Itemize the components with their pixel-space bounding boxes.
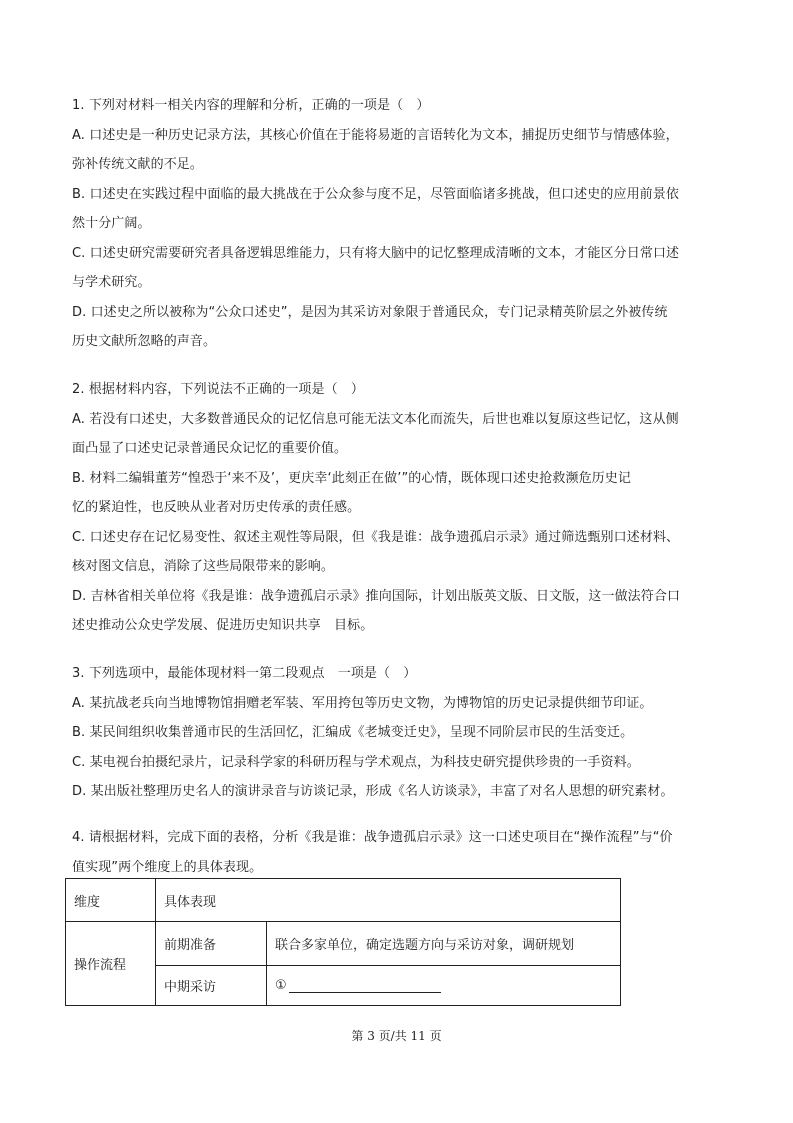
analysis-table <box>65 878 621 1006</box>
question-4-stem: 4. 请根据材料，完成下面的表格，分析《我是谁：战争遗孤启示录》这一口述史项目在“操作流程”与“价 <box>72 830 673 845</box>
question-2-option-C: C. 口述史存在记忆易变性、叙述主观性等局限，但《我是谁：战争遗孤启示录》通过筛选甄别口述材料、 <box>72 529 680 545</box>
header-dimension: 维度 <box>66 879 156 922</box>
question-1-option-C: 与学术研究。 <box>72 275 151 290</box>
question-2-option-D: D. 吉林省相关单位将《我是谁：战争遗孤启示录》推向国际，计划出版英文版、日文版，这一做法符合口 <box>72 588 681 604</box>
question-3-option-D: D. 某出版社整理历史名人的演讲录音与访谈记录，形成《名人访谈录》，丰富了对名人思想的研究素材。 <box>72 784 674 799</box>
question-3-option-B: B. 某民间组织收集普通市民的生活回忆，汇编成《老城变迁史》，呈现不同阶层市民的生活变迁。 <box>72 725 634 740</box>
stage-interview: 中期采访 <box>156 966 267 1006</box>
question-4-stem: 值实现”两个维度上的具体表现。 <box>72 859 263 875</box>
answer-blank[interactable] <box>289 978 441 993</box>
answer-number: ① <box>275 978 287 993</box>
stage-preparation: 前期准备 <box>156 922 267 966</box>
question-1-option-D: 历史文献所忽略的声音。 <box>72 334 217 349</box>
question-2-stem: 2. 根据材料内容，下列说法不正确的一项是（ ） <box>72 382 364 397</box>
detail-preparation: 联合多家单位，确定选题方向与采访对象，调研规划 <box>267 922 621 966</box>
question-1-option-A: 弥补传统文献的不足。 <box>72 157 204 172</box>
page-footer: 第 3 页/共 11 页 <box>351 1029 442 1043</box>
detail-interview[interactable] <box>267 966 621 1006</box>
question-1-option-B: 然十分广阔。 <box>72 216 151 231</box>
header-detail: 具体表现 <box>156 879 621 922</box>
question-2-option-A: 面凸显了口述史记录普通民众记忆的重要价值。 <box>72 441 348 456</box>
question-1-option-A: A. 口述史是一种历史记录方法，其核心价值在于能将易逝的言语转化为文本，捕捉历史细节与情感体验， <box>72 127 679 143</box>
question-3-option-C: C. 某电视台拍摄纪录片，记录科学家的科研历程与学术观点，为科技史研究提供珍贵的一手资料。 <box>72 754 640 770</box>
question-3-stem: 3. 下列选项中，最能体现材料一第二段观点 一项是（ ） <box>72 666 417 681</box>
question-1-option-D: D. 口述史之所以被称为“公众口述史”，是因为其采访对象限于普通民众，专门记录精英阶层之外被传统 <box>72 304 668 320</box>
group-operation-flow: 操作流程 <box>66 922 156 1006</box>
question-2-option-C: 核对图文信息，消除了这些局限带来的影响。 <box>72 559 335 574</box>
question-2-option-B: B. 材料二编辑董芳“惶恐于‘来不及’，更庆幸‘此刻正在做’”的心情，既体现口述史抢救濒危历史记 <box>72 470 631 486</box>
question-3-option-A: A. 某抗战老兵向当地博物馆捐赠老军装、军用挎包等历史文物，为博物馆的历史记录提供细节印证。 <box>72 695 653 711</box>
question-2-option-D: 述史推动公众史学发展、促进历史知识共享 目标。 <box>72 618 374 633</box>
question-1-stem: 1. 下列对材料一相关内容的理解和分析，正确的一项是（ ） <box>72 98 430 113</box>
question-1-option-B: B. 口述史在实践过程中面临的最大挑战在于公众参与度不足，尽管面临诸多挑战，但口述史的应用前景依 <box>72 186 679 202</box>
question-2-option-B: 忆的紧迫性，也反映从业者对历史传承的责任感。 <box>72 500 361 515</box>
question-1-option-C: C. 口述史研究需要研究者具备逻辑思维能力，只有将大脑中的记忆整理成清晰的文本，才能区分日常口述 <box>72 245 680 261</box>
question-2-option-A: A. 若没有口述史，大多数普通民众的记忆信息可能无法文本化而流失，后世也难以复原这些记忆，这从侧 <box>72 411 679 427</box>
